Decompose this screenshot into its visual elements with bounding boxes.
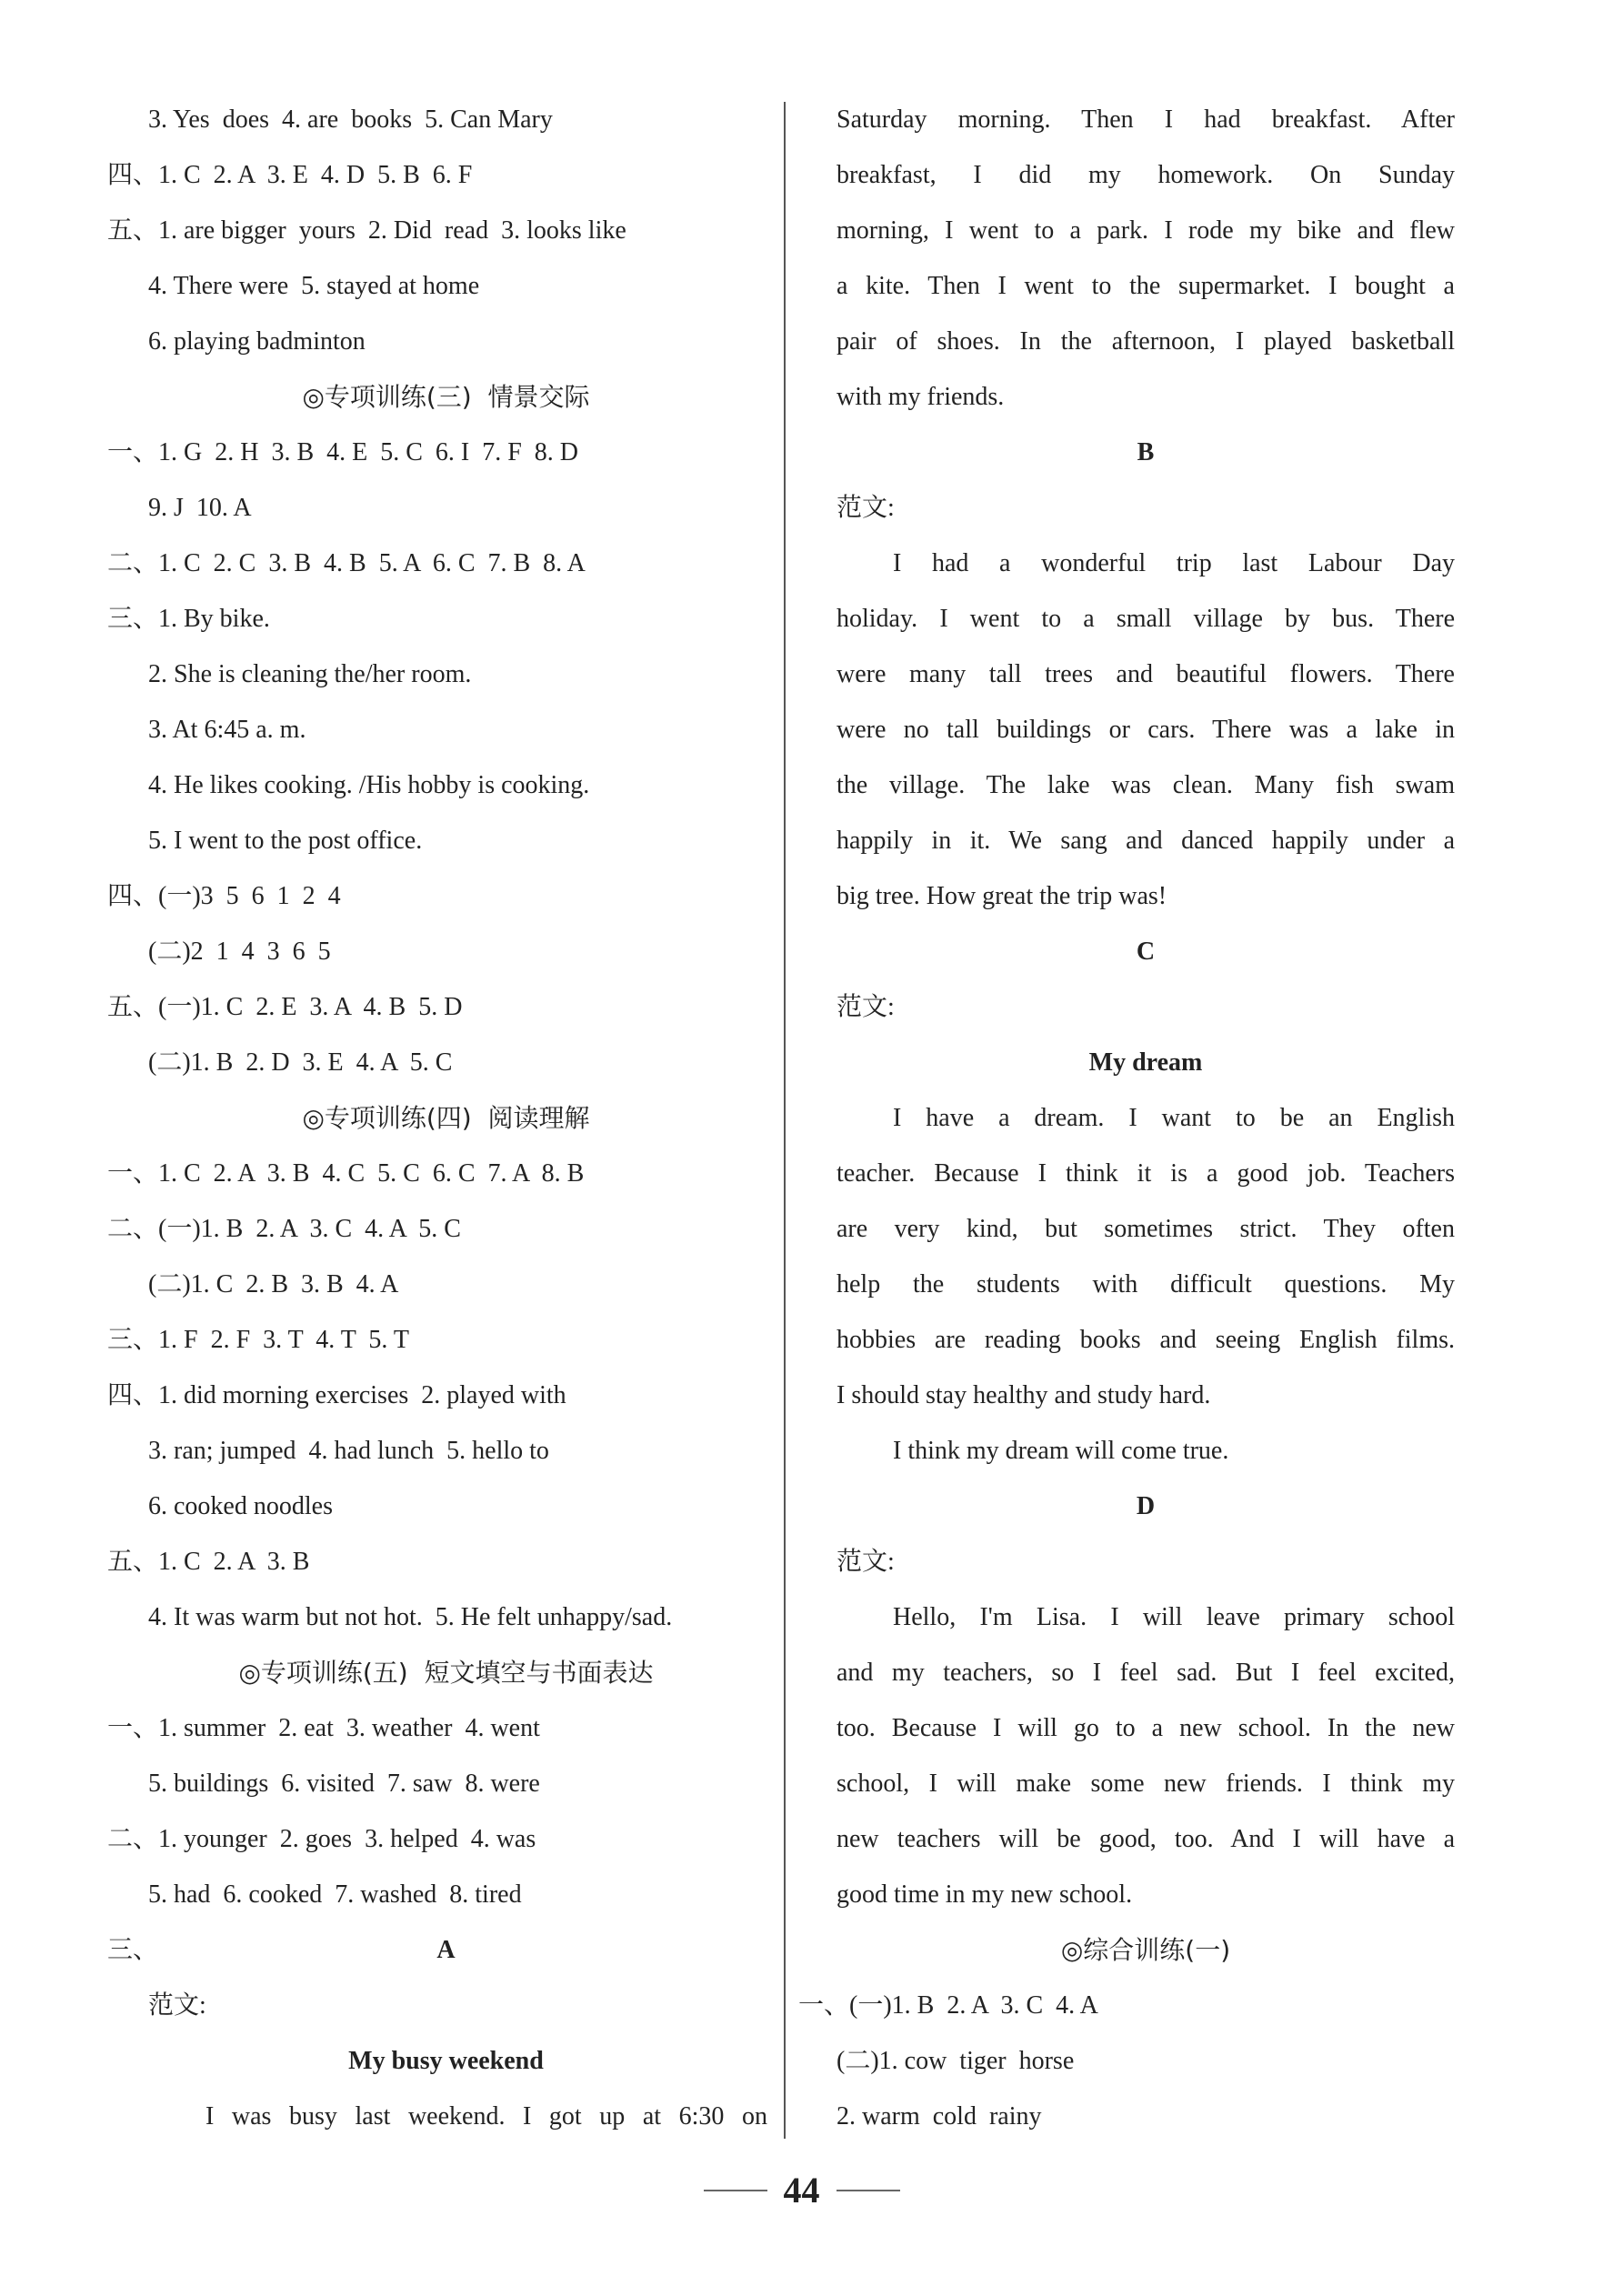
- essay-line: breakfast, I did my homework. On Sunday: [837, 161, 1455, 189]
- essay-line: morning, I went to a park. I rode my bike and flew: [837, 216, 1455, 245]
- answer-line: (二)2 1 4 3 6 5: [148, 937, 331, 966]
- subsection-letter: C: [1136, 937, 1156, 966]
- answer-line: 三、: [107, 1936, 159, 1964]
- essay-line: with my friends.: [837, 383, 1005, 411]
- section-heading: ◎专项训练(三) 情景交际: [302, 382, 590, 412]
- answer-line: 4. He likes cooking. /His hobby is cooking.: [148, 771, 590, 799]
- answer-line: 4. It was warm but not hot. 5. He felt unhappy/sad.: [148, 1603, 673, 1631]
- answer-line: 四、(一)3 5 6 1 2 4: [107, 882, 341, 910]
- answer-line: 2. warm cold rainy: [837, 2102, 1042, 2131]
- answer-line: 四、1. C 2. A 3. E 4. D 5. B 6. F: [107, 161, 473, 189]
- answer-line: 3. ran; jumped 4. had lunch 5. hello to: [148, 1437, 549, 1465]
- answer-line: 一、(一)1. B 2. A 3. C 4. A: [798, 1991, 1098, 2020]
- essay-line: holiday. I went to a small village by bus. There: [837, 605, 1455, 633]
- essay-line: a kite. Then I went to the supermarket. I bought a: [837, 272, 1455, 300]
- essay-line: Saturday morning. Then I had breakfast. After: [837, 105, 1455, 134]
- subsection-letter: B: [1137, 438, 1155, 466]
- answer-line: 五、1. C 2. A 3. B: [107, 1548, 310, 1576]
- answer-line: 二、(一)1. B 2. A 3. C 4. A 5. C: [107, 1215, 461, 1243]
- answer-line: 5. had 6. cooked 7. washed 8. tired: [148, 1880, 522, 1909]
- essay-title: My busy weekend: [348, 2047, 544, 2075]
- answer-line: 五、1. are bigger yours 2. Did read 3. looks like: [107, 216, 626, 245]
- answer-line: 9. J 10. A: [148, 494, 252, 522]
- subsection-letter: D: [1136, 1492, 1156, 1520]
- sample-label: 范文:: [837, 1548, 895, 1576]
- page-number-value: 44: [783, 2169, 820, 2211]
- answer-line: 二、1. C 2. C 3. B 4. B 5. A 6. C 7. B 8. A: [107, 549, 586, 577]
- essay-line: Hello, I'm Lisa. I will leave primary school: [893, 1603, 1455, 1631]
- essay-line: big tree. How great the trip was!: [837, 882, 1167, 910]
- essay-line: help the students with difficult questions. My: [837, 1270, 1455, 1298]
- essay-line: I should stay healthy and study hard.: [837, 1381, 1211, 1409]
- answer-line: 5. buildings 6. visited 7. saw 8. were: [148, 1770, 540, 1798]
- essay-line: and my teachers, so I feel sad. But I feel excited,: [837, 1659, 1455, 1687]
- answer-line: 5. I went to the post office.: [148, 827, 423, 855]
- essay-line: I have a dream. I want to be an English: [893, 1104, 1455, 1132]
- essay-line: school, I will make some new friends. I think my: [837, 1770, 1455, 1798]
- subsection-letter: A: [436, 1936, 456, 1964]
- essay-line: too. Because I will go to a new school. In the new: [837, 1714, 1455, 1742]
- page-number-dash-left: [704, 2190, 767, 2191]
- essay-line: were no tall buildings or cars. There was a lake in: [837, 716, 1455, 744]
- essay-line: I was busy last weekend. I got up at 6:30 on: [205, 2102, 767, 2131]
- answer-line: (二)1. B 2. D 3. E 4. A 5. C: [148, 1048, 453, 1077]
- column-divider: [784, 102, 786, 2139]
- page-number: [0, 2164, 1603, 2213]
- answer-line: 三、1. By bike.: [107, 605, 270, 633]
- answer-line: 3. Yes does 4. are books 5. Can Mary: [148, 105, 553, 134]
- answer-line: 6. playing badminton: [148, 327, 366, 356]
- answer-line: 3. At 6:45 a. m.: [148, 716, 306, 744]
- answer-line: 一、1. C 2. A 3. B 4. C 5. C 6. C 7. A 8. B: [107, 1159, 585, 1188]
- page-number-dash-right: [837, 2190, 900, 2191]
- essay-title: My dream: [1088, 1048, 1203, 1077]
- essay-line: the village. The lake was clean. Many fish swam: [837, 771, 1455, 799]
- essay-line: good time in my new school.: [837, 1880, 1133, 1909]
- essay-line: new teachers will be good, too. And I will have a: [837, 1825, 1455, 1853]
- sample-label: 范文:: [837, 993, 895, 1021]
- answer-line: (二)1. C 2. B 3. B 4. A: [148, 1270, 399, 1298]
- essay-line: are very kind, but sometimes strict. They often: [837, 1215, 1455, 1243]
- answer-line: 4. There were 5. stayed at home: [148, 272, 480, 300]
- answer-line: 四、1. did morning exercises 2. played with: [107, 1381, 566, 1409]
- answer-line: 二、1. younger 2. goes 3. helped 4. was: [107, 1825, 536, 1853]
- essay-line: pair of shoes. In the afternoon, I played basketball: [837, 327, 1455, 356]
- answer-line: (二)1. cow tiger horse: [837, 2047, 1075, 2075]
- essay-line: teacher. Because I think it is a good job. Teachers: [837, 1159, 1455, 1188]
- essay-line: were many tall trees and beautiful flowers. There: [837, 660, 1455, 688]
- answer-line: 一、1. G 2. H 3. B 4. E 5. C 6. I 7. F 8. D: [107, 438, 579, 466]
- essay-line: hobbies are reading books and seeing English films.: [837, 1326, 1455, 1354]
- essay-line: happily in it. We sang and danced happily under a: [837, 827, 1455, 855]
- sample-label: 范文:: [148, 1991, 206, 2020]
- answer-line: 6. cooked noodles: [148, 1492, 333, 1520]
- answer-line: 一、1. summer 2. eat 3. weather 4. went: [107, 1714, 540, 1742]
- answer-line: 三、1. F 2. F 3. T 4. T 5. T: [107, 1326, 409, 1354]
- section-heading: ◎综合训练(一): [1060, 1935, 1231, 1965]
- answer-line: 五、(一)1. C 2. E 3. A 4. B 5. D: [107, 993, 463, 1021]
- section-heading: ◎专项训练(五) 短文填空与书面表达: [238, 1658, 654, 1688]
- answer-line: 2. She is cleaning the/her room.: [148, 660, 472, 688]
- essay-line: I think my dream will come true.: [893, 1437, 1229, 1465]
- sample-label: 范文:: [837, 494, 895, 522]
- section-heading: ◎专项训练(四) 阅读理解: [302, 1103, 590, 1133]
- essay-line: I had a wonderful trip last Labour Day: [893, 549, 1455, 577]
